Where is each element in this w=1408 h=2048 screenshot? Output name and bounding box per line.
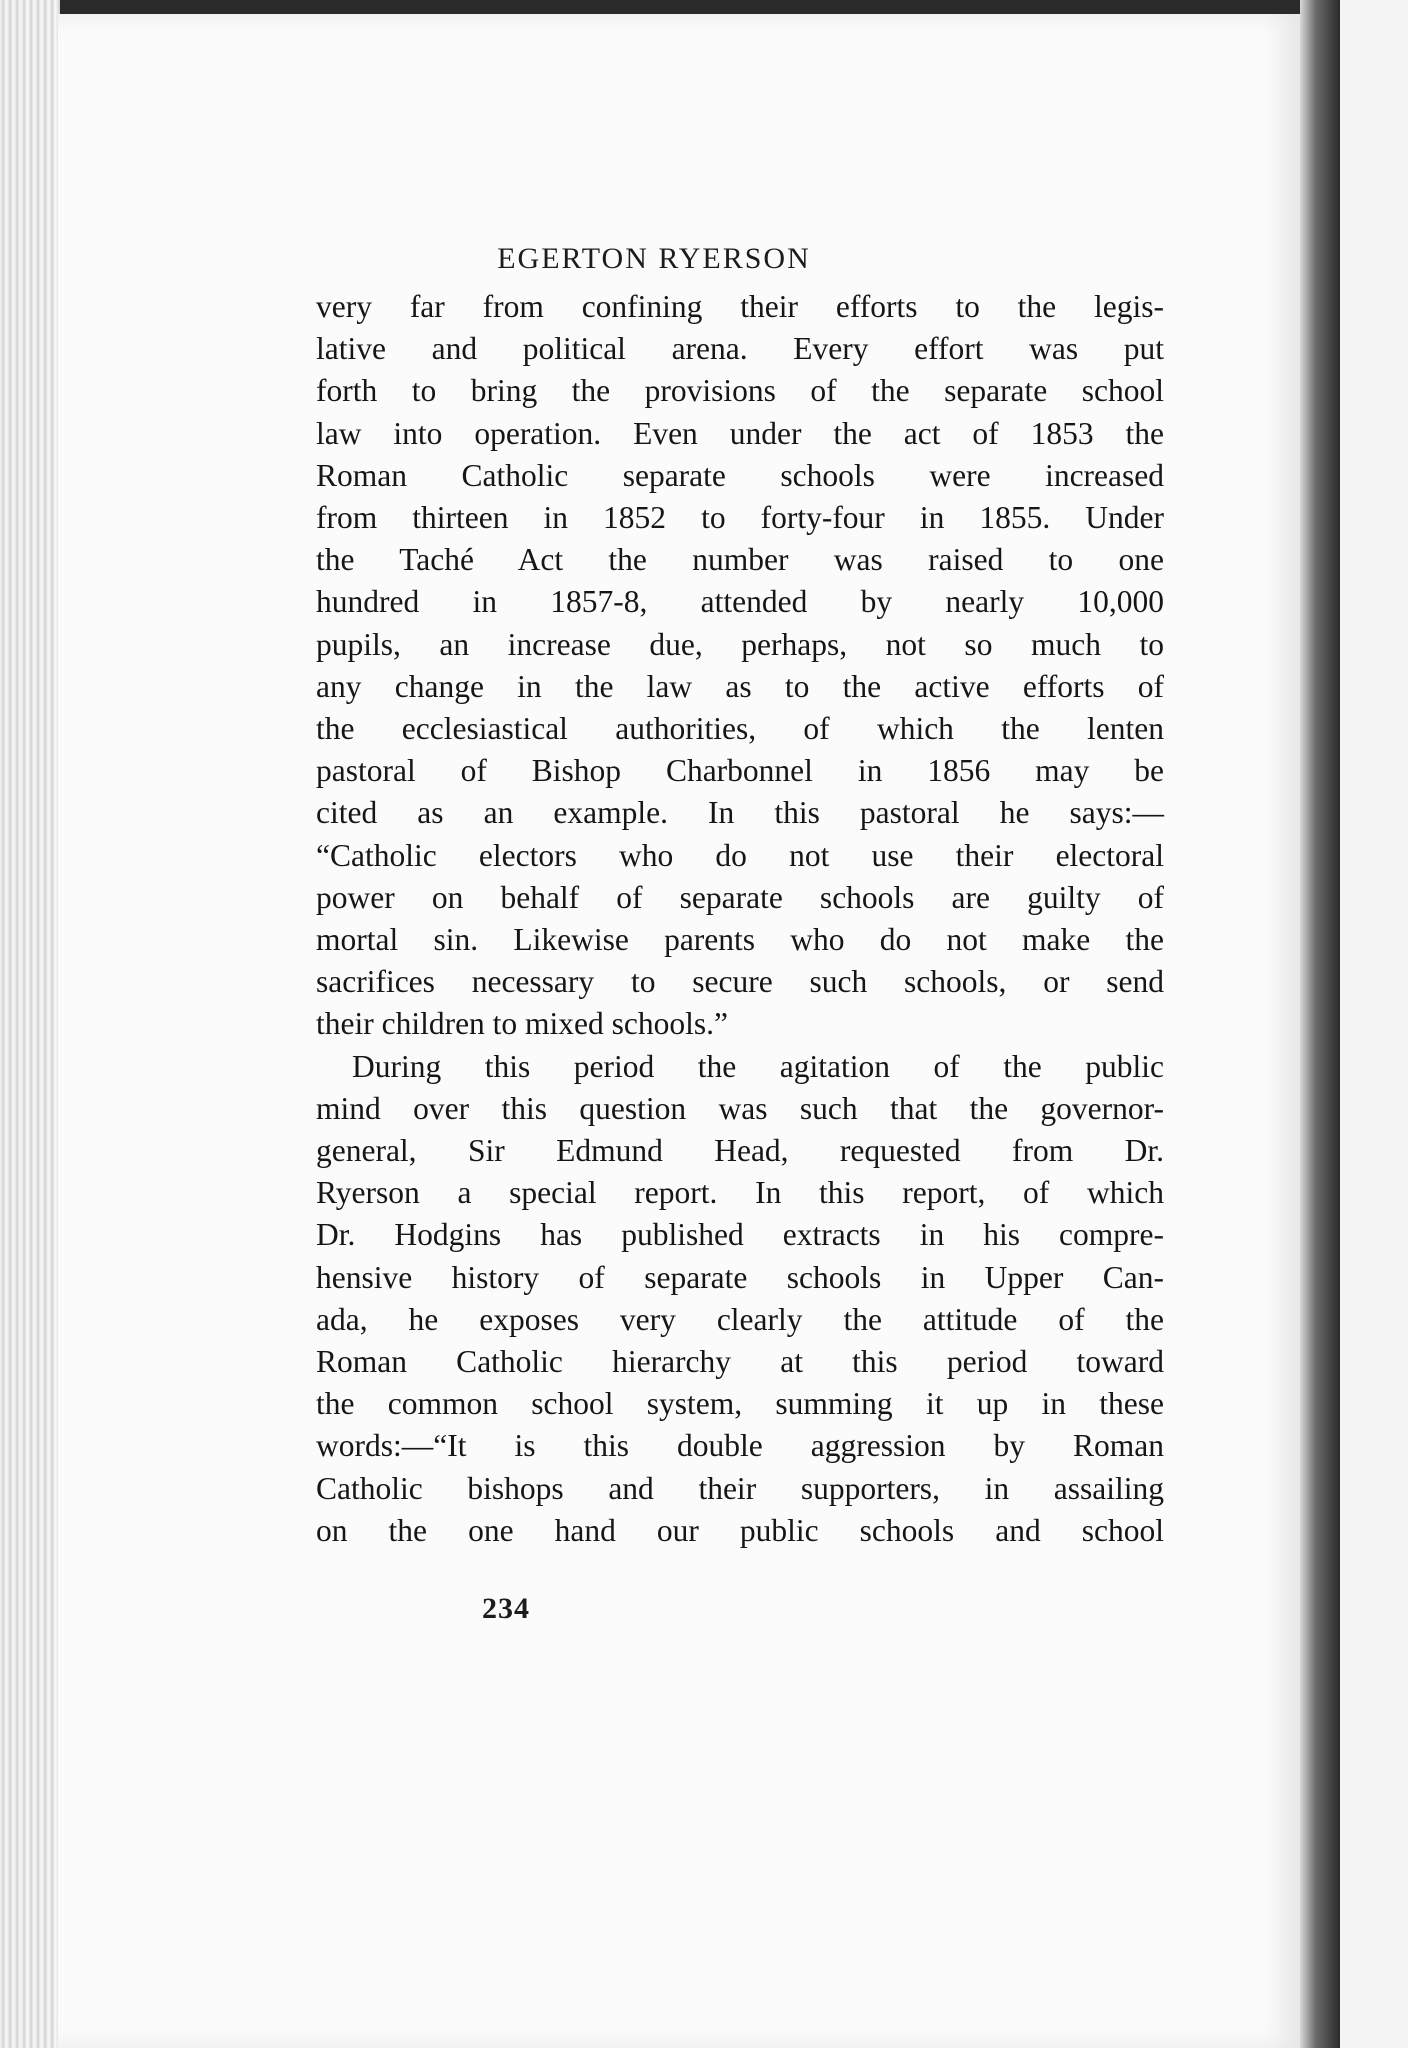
text-line: During this period the agitation of the public [352, 1048, 1164, 1084]
text-line: hensive history of separate schools in Upper Can- [316, 1259, 1164, 1295]
page-edges [0, 0, 60, 2048]
facing-page-edge [1340, 0, 1408, 2048]
text-line: pupils, an increase due, perhaps, not so much to [316, 626, 1164, 662]
text-line: forth to bring the provisions of the separate school [316, 373, 1164, 409]
text-line: the common school system, summing it up in these [316, 1386, 1164, 1422]
text-line: hundred in 1857-8, attended by nearly 10,000 [316, 584, 1164, 620]
book-gutter [1300, 0, 1340, 2048]
text-line: on the one hand our public schools and school [316, 1512, 1164, 1548]
running-head: EGERTON RYERSON [497, 242, 811, 275]
text-line: power on behalf of separate schools are guilty of [316, 879, 1164, 915]
text-line: the Taché Act the number was raised to one [316, 542, 1164, 578]
text-line: sacrifices necessary to secure such schools, or send [316, 964, 1164, 1000]
text-line: Dr. Hodgins has published extracts in his compre- [316, 1217, 1164, 1253]
text-line: very far from confining their efforts to the legis- [316, 289, 1164, 324]
text-line: pastoral of Bishop Charbonnel in 1856 may be [316, 753, 1164, 789]
text-line: law into operation. Even under the act of 1853 the [316, 415, 1164, 451]
text-line: Ryerson a special report. In this report, of which [316, 1175, 1164, 1211]
text-line: words:—“It is this double aggression by Roman [316, 1428, 1164, 1464]
text-line: ada, he exposes very clearly the attitude of the [316, 1301, 1164, 1337]
paragraph-2 [316, 1046, 1164, 1552]
text-line: from thirteen in 1852 to forty-four in 1855. Under [316, 500, 1164, 536]
text-line: Catholic bishops and their supporters, in assailing [316, 1470, 1164, 1506]
text-line: general, Sir Edmund Head, requested from Dr. [316, 1133, 1164, 1169]
text-line: any change in the law as to the active efforts of [316, 668, 1164, 704]
text-line: lative and political arena. Every effort was put [316, 331, 1164, 367]
text-line: “Catholic electors who do not use their electoral [316, 837, 1164, 873]
text-line: the ecclesiastical authorities, of which the lenten [316, 711, 1164, 747]
text-line: mind over this question was such that the governor- [316, 1090, 1164, 1126]
paragraph-1 [316, 286, 1164, 1046]
text-line: Roman Catholic separate schools were increased [316, 457, 1164, 493]
text-line: mortal sin. Likewise parents who do not make the [316, 922, 1164, 958]
page-number: 234 [482, 1592, 530, 1625]
text-line: Roman Catholic hierarchy at this period toward [316, 1344, 1164, 1380]
text-line: cited as an example. In this pastoral he says:— [316, 795, 1164, 831]
text-line: their children to mixed schools.” [316, 1006, 729, 1042]
body-text [316, 286, 1164, 1552]
